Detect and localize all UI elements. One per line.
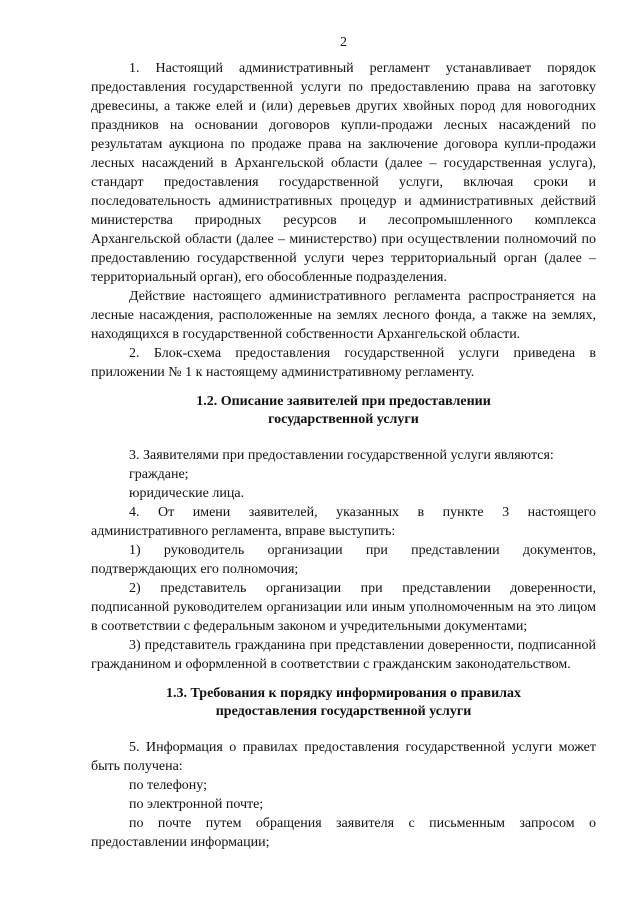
list-item-mail: по почте путем обращения заявителя с письменным запросом о предоставлении информации; [91,816,596,850]
heading-1-2-line1: 1.2. Описание заявителей при предоставлении [196,394,491,409]
paragraph-scope: Действие настоящего административного регламента распространяется на лесные насаждения, расположенные на землях лесного фонда, а также на землях, находящихся в государственной собственности Архангельской области. [91,289,596,342]
paragraph-2: 2. Блок-схема предоставления государственной услуги приведена в приложении № 1 к настоящему административному регламенту. [91,346,596,380]
paragraph-3: 3. Заявителями при предоставлении государственной услуги являются: [129,448,554,463]
heading-1-3-line1: 1.3. Требования к порядку информирования о правилах [165,686,522,701]
list-item-email: по электронной почте; [129,797,264,812]
paragraph-1: 1. Настоящий административный регламент устанавливает порядок предоставления государственной услуги по предоставлению права на заготовку древесины, а также елей и (или) деревьев других хвойных пород для новогодних праздников на основании договоров купли-продажи лесных насаждений по результатам аукциона по продаже права на заключение договора купли-продажи лесных насаждений в Архангельской области (далее – государственная услуга), стандарт предоставления государственной услуги, включая сроки и последовательность административных процедур и административных действий министерства природных ресурсов и лесопромышленного комплекса Архангельской области (далее – министерство) при осуществлении полномочий по предоставлению государственной услуги через территориальный орган (далее – территориальный орган), его обособленные подразделения. [91,61,596,285]
heading-1-2 [91,393,596,429]
paragraph-5: 5. Информация о правилах предоставления государственной услуги может быть получена: [91,740,596,774]
heading-1-2-line2: государственной услуги [268,412,419,427]
section-applicants [91,446,596,674]
heading-1-3 [91,685,596,721]
list-item-citizens: граждане; [129,467,189,482]
list-item-phone: по телефону; [129,778,207,793]
list-item-citizen-representative: 3) представитель гражданина при представлении доверенности, подписанной гражданином и оформленной в соответствии с гражданским законодательством. [91,638,596,672]
section-information [91,738,596,852]
page-number: 2 [340,35,347,50]
list-item-head-of-organization: 1) руководитель организации при представлении документов, подтверждающих его полномочия; [91,543,596,577]
list-item-legal-entities: юридические лица. [129,486,245,501]
paragraph-4: 4. От имени заявителей, указанных в пункте 3 настоящего административного регламента, вправе выступить: [91,505,596,539]
section-general-provisions [91,59,596,382]
document-page [91,34,596,852]
list-item-organization-representative: 2) представитель организации при представлении доверенности, подписанной руководителем организации или иным уполномоченным на это лицом в соответствии с федеральным законом и учредительными документами; [91,581,596,634]
heading-1-3-line2: предоставления государственной услуги [215,704,472,719]
